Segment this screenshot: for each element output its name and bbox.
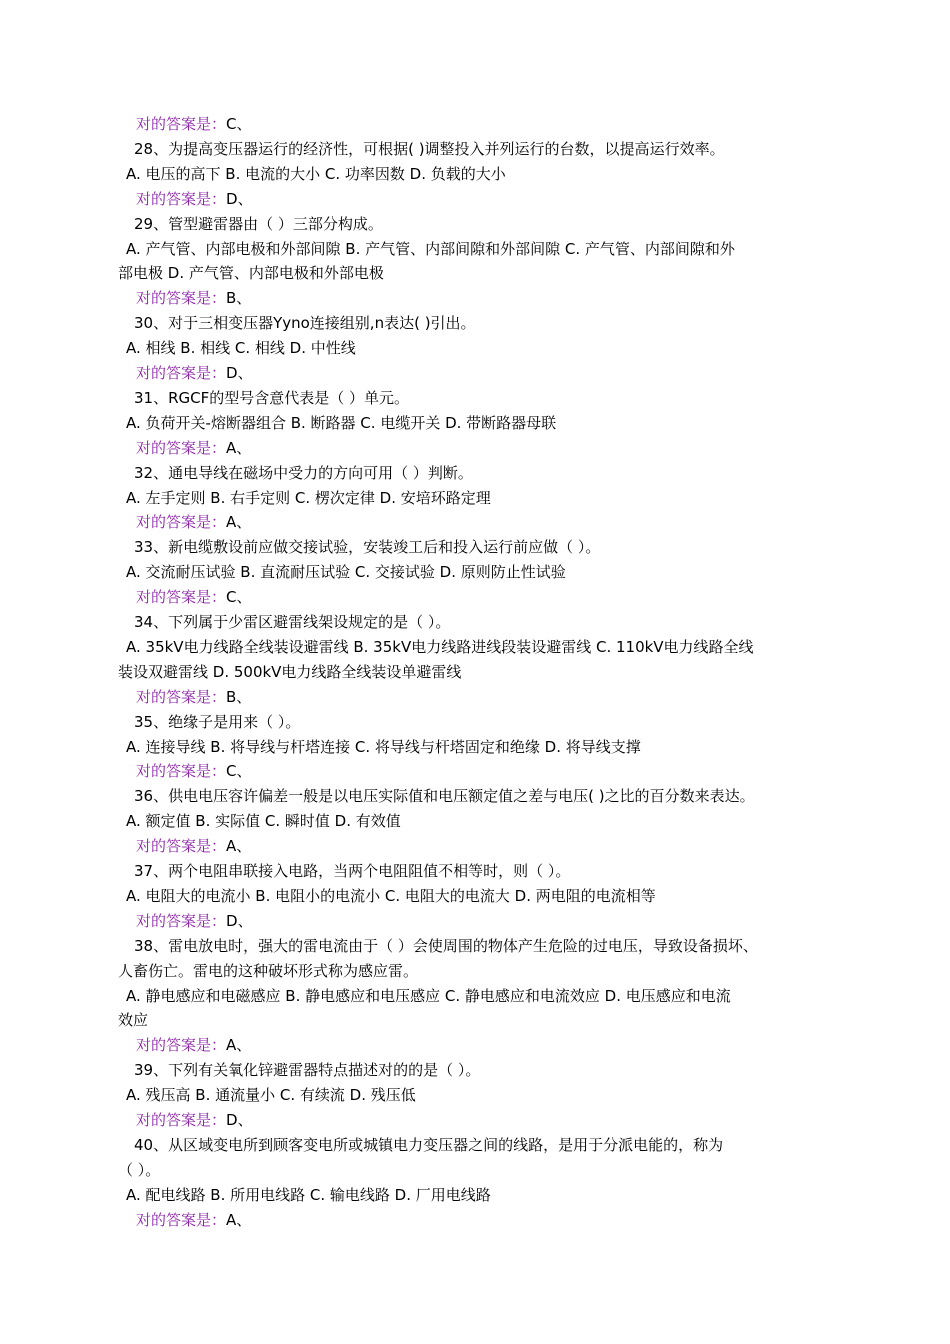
options-text: A. 相线 B. 相线 C. 相线 D. 中性线: [126, 339, 356, 358]
answer-line: [136, 585, 252, 610]
answer-label: 对的答案是：: [136, 762, 227, 781]
question-text: 36、供电电压容许偏差一般是以电压实际值和电压额定值之差与电压( )之比的百分数来表达。: [134, 787, 755, 806]
answer-label: 对的答案是：: [136, 687, 227, 706]
answer-label: 对的答案是：: [136, 588, 227, 607]
answer-line: [136, 436, 251, 461]
question-text: 33、新电缆敷设前应做交接试验，安装竣工后和投入运行前应做（ ）。: [134, 538, 601, 557]
answer-label: 对的答案是：: [136, 289, 227, 308]
answer-value: D、: [226, 364, 253, 382]
answer-value: A、: [226, 837, 252, 856]
answer-label: 对的答案是：: [136, 438, 227, 457]
answer-line: [136, 112, 252, 137]
question-text: 39、下列有关氧化锌避雷器特点描述对的的是（ ）。: [134, 1061, 481, 1080]
options-text: A. 残压高 B. 通流量小 C. 有续流 D. 残压低: [126, 1086, 416, 1105]
answer-value: C、: [226, 115, 252, 133]
answer-value: D、: [226, 911, 253, 930]
answer-line: [136, 1033, 251, 1058]
answer-label: 对的答案是：: [136, 189, 227, 208]
answer-value: D、: [226, 189, 253, 208]
answer-label: 对的答案是：: [136, 1210, 227, 1229]
answer-value: B、: [226, 289, 252, 308]
options-text: A. 35kV电力线路全线装设避雷线 B. 35kV电力线路进线段装设避雷线 C. 110kV电力线路全线: [126, 637, 754, 656]
answer-value: A、: [226, 1036, 252, 1055]
answer-line: [136, 834, 251, 859]
options-text: A. 静电感应和电磁感应 B. 静电感应和电压感应 C. 静电感应和电流效应 D. 电压感应和电流: [126, 986, 731, 1005]
answer-line: [136, 759, 252, 784]
options-text: A. 配电线路 B. 所用电线路 C. 输电线路 D. 厂用电线路: [126, 1185, 491, 1204]
answer-line: [136, 909, 253, 934]
continuation-text: 人畜伤亡。雷电的这种破坏形式称为感应雷。: [118, 961, 419, 980]
options-text: A. 交流耐压试验 B. 直流耐压试验 C. 交接试验 D. 原则防止性试验: [126, 563, 566, 582]
options-text: A. 连接导线 B. 将导线与杆塔连接 C. 将导线与杆塔固定和绝缘 D. 将导线支撑: [126, 737, 641, 756]
answer-line: [136, 1108, 253, 1133]
answer-label: 对的答案是：: [136, 115, 227, 133]
answer-value: C、: [226, 588, 252, 607]
question-text: 32、通电导线在磁场中受力的方向可用（ ）判断。: [134, 463, 473, 482]
answer-label: 对的答案是：: [136, 513, 227, 532]
question-text: 38、雷电放电时，强大的雷电流由于（ ）会使周围的物体产生危险的过电压，导致设备损坏、: [134, 936, 758, 955]
options-text: A. 负荷开关-熔断器组合 B. 断路器 C. 电缆开关 D. 带断路器母联: [126, 413, 557, 432]
answer-label: 对的答案是：: [136, 1036, 227, 1055]
options-text: A. 电阻大的电流小 B. 电阻小的电流小 C. 电阻大的电流大 D. 两电阻的电流相等: [126, 886, 656, 905]
answer-value: A、: [226, 1210, 252, 1229]
answer-line: [136, 361, 253, 386]
question-text: 35、绝缘子是用来（ ）。: [134, 712, 301, 731]
answer-value: C、: [226, 762, 252, 781]
answer-label: 对的答案是：: [136, 837, 227, 856]
question-text: 40、从区域变电所到顾客变电所或城镇电力变压器之间的线路，是用于分派电能的，称为: [134, 1135, 724, 1154]
answer-line: [136, 685, 251, 710]
answer-label: 对的答案是：: [136, 1111, 227, 1129]
answer-line: [136, 1208, 251, 1233]
options-text: A. 左手定则 B. 右手定则 C. 楞次定律 D. 安培环路定理: [126, 488, 491, 507]
question-text: 34、下列属于少雷区避雷线架设规定的是（ ）。: [134, 613, 451, 631]
answer-line: [136, 286, 251, 311]
question-text: 29、管型避雷器由（ ）三部分构成。: [134, 214, 383, 233]
answer-value: B、: [226, 687, 252, 706]
question-text: 28、为提高变压器运行的经济性，可根据( )调整投入并列运行的台数，以提高运行效率。: [134, 139, 725, 158]
options-text: A. 电压的高下 B. 电流的大小 C. 功率因数 D. 负载的大小: [126, 164, 506, 183]
continuation-text: 效应: [118, 1011, 149, 1030]
answer-line: [136, 187, 253, 212]
continuation-text: （ ）。: [118, 1160, 161, 1179]
question-text: 37、两个电阻串联接入电路，当两个电阻阻值不相等时，则（ ）。: [134, 862, 571, 880]
answer-label: 对的答案是：: [136, 364, 227, 382]
answer-value: A、: [226, 438, 252, 457]
answer-value: A、: [226, 513, 252, 532]
answer-label: 对的答案是：: [136, 911, 227, 930]
answer-value: D、: [226, 1111, 253, 1129]
options-text: A. 额定值 B. 实际值 C. 瞬时值 D. 有效值: [126, 812, 401, 831]
answer-line: [136, 510, 251, 535]
question-text: 30、对于三相变压器Yyno连接组别,n表达( )引出。: [134, 314, 476, 333]
continuation-text: 部电极 D. 产气管、内部电极和外部电极: [118, 264, 384, 283]
continuation-text: 装设双避雷线 D. 500kV电力线路全线装设单避雷线: [118, 662, 462, 681]
question-text: 31、RGCF的型号含意代表是（ ）单元。: [134, 388, 410, 407]
options-text: A. 产气管、内部电极和外部间隙 B. 产气管、内部间隙和外部间隙 C. 产气管、内部间隙和外: [126, 239, 735, 258]
